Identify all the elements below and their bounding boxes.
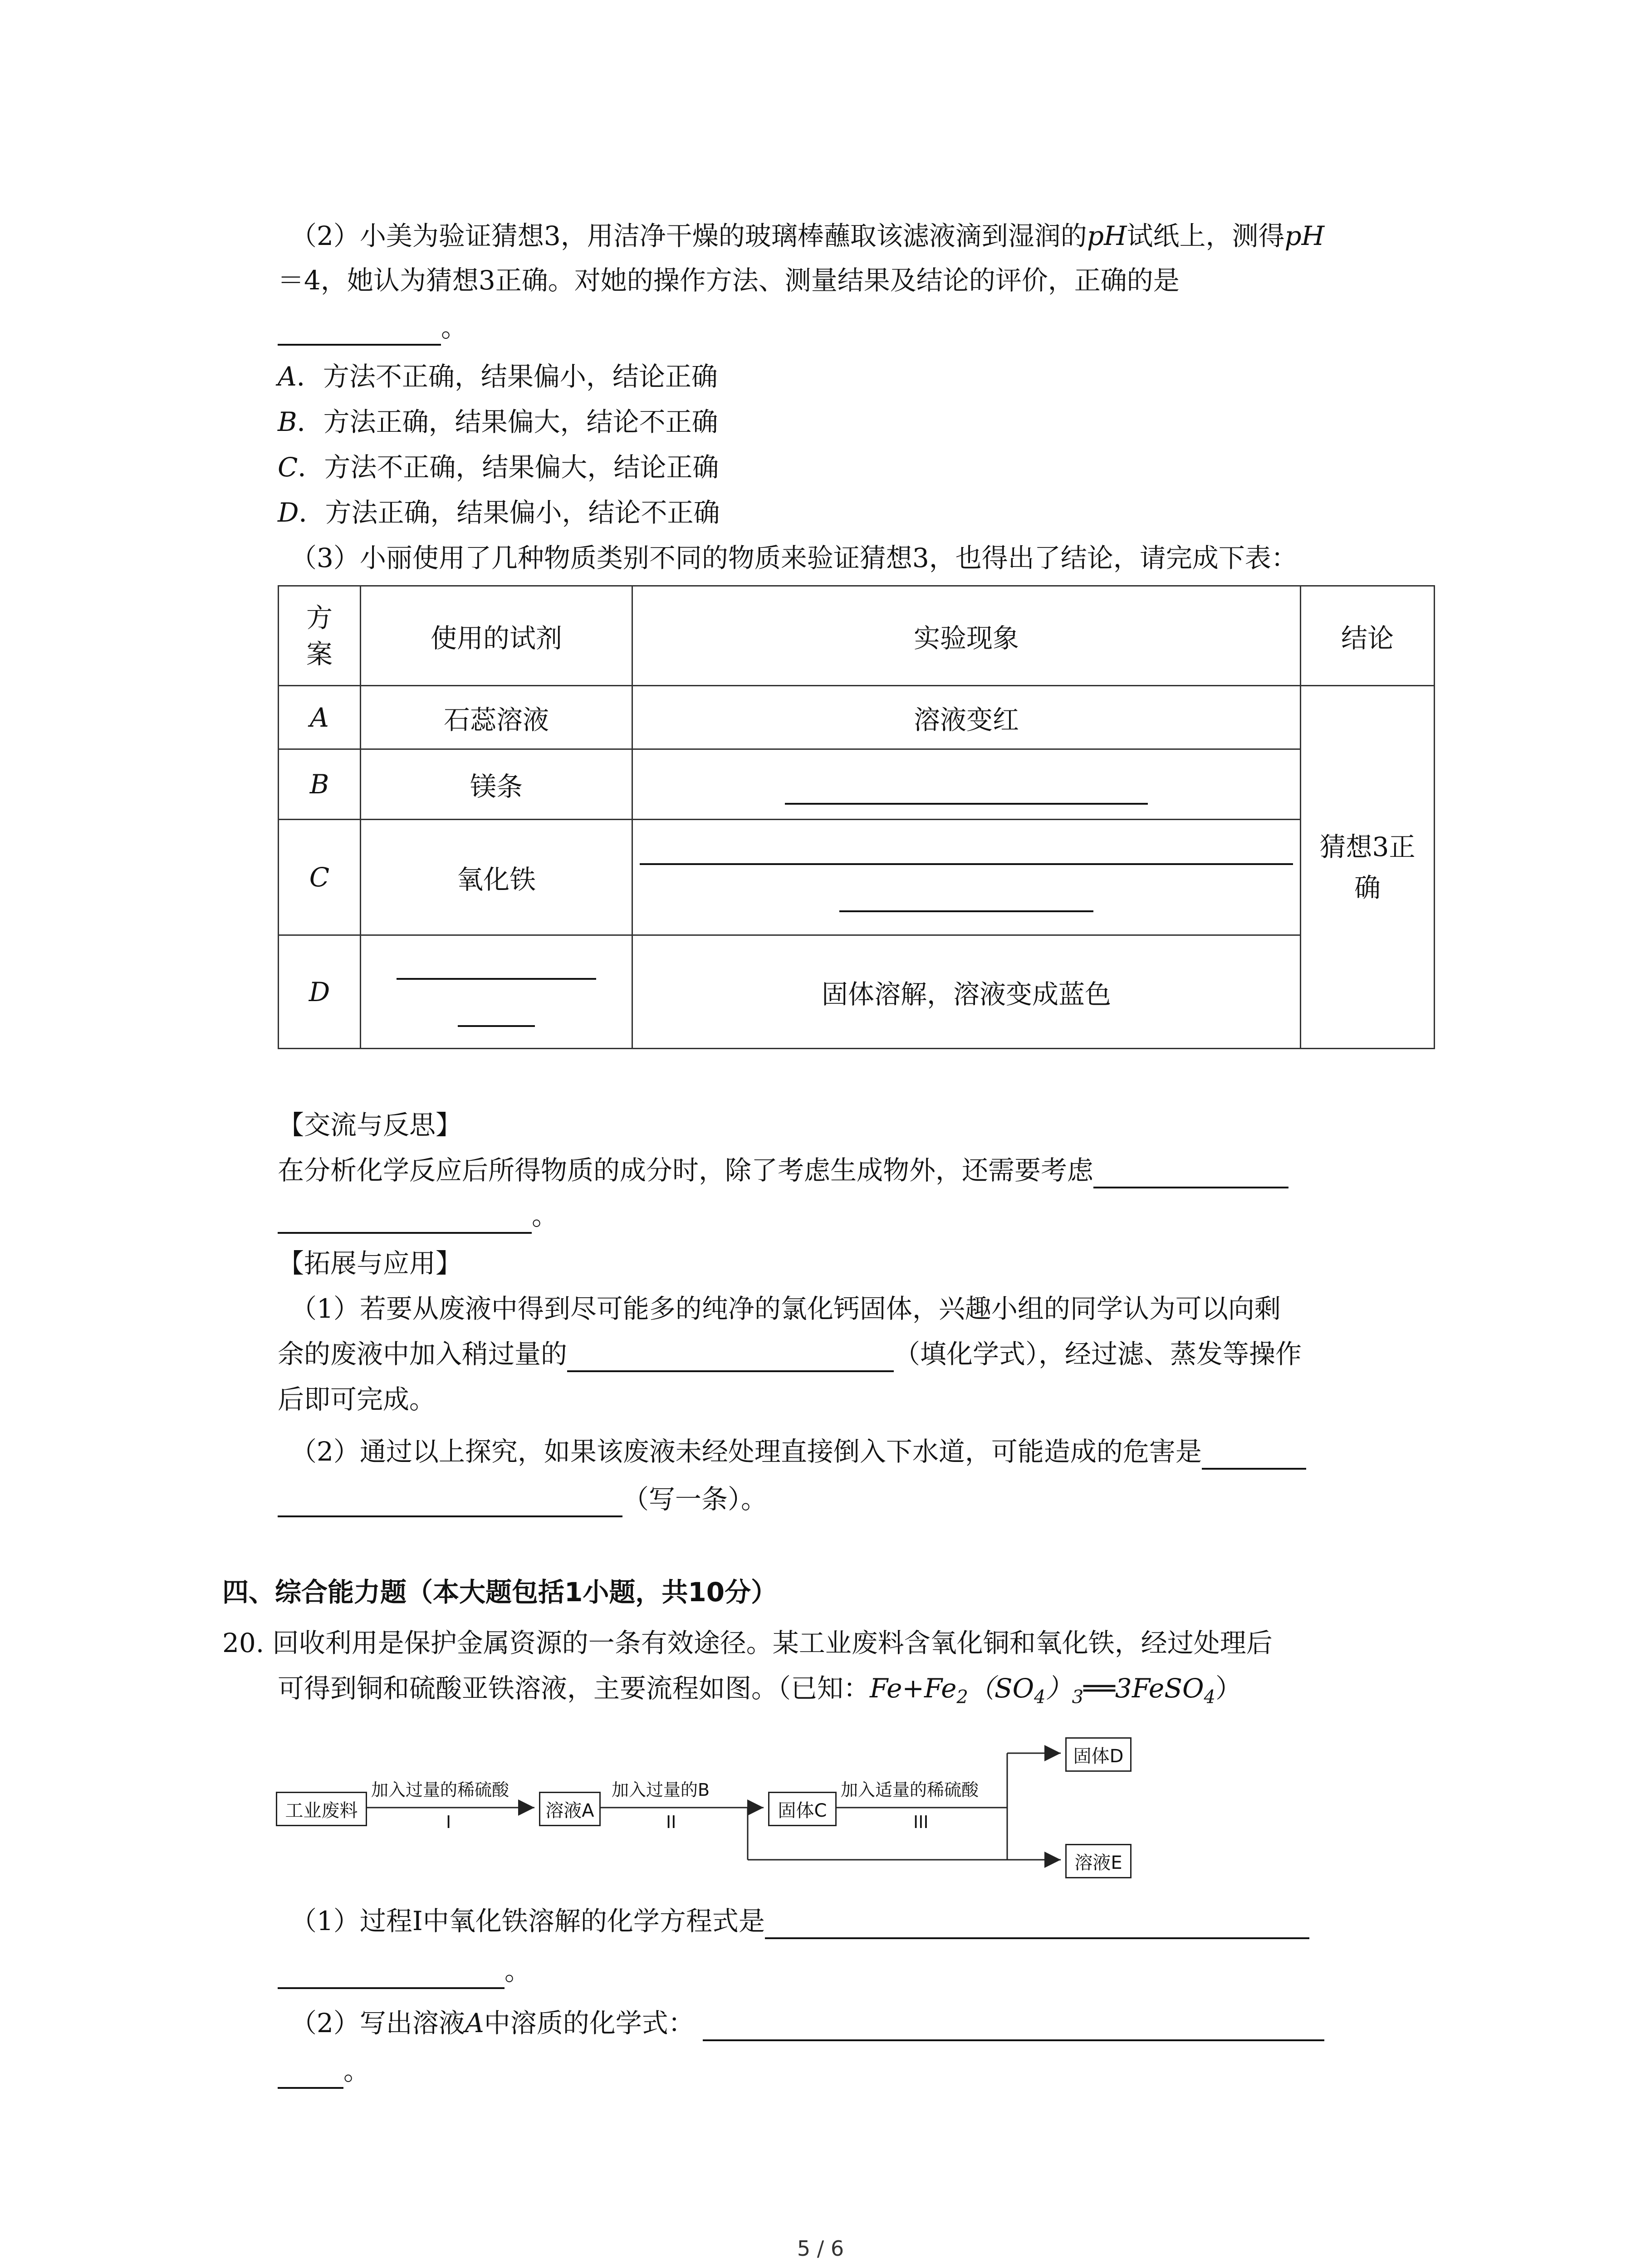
reagent-d-blank-2[interactable]	[458, 980, 535, 1027]
extension-p1-line1: （1）若要从废液中得到尽可能多的纯净的氯化钙固体，兴趣小组的同学认为可以向剩	[290, 1293, 1281, 1324]
solute-blank-1[interactable]	[703, 2012, 1324, 2041]
reflection-blank-2[interactable]	[278, 1205, 532, 1234]
option-a: A．方法不正确，结果偏小，结论正确	[278, 361, 718, 392]
flow-arrows	[276, 1733, 1161, 1869]
equation-blank-1[interactable]	[765, 1910, 1309, 1939]
box-solution-a: 溶液A	[539, 1792, 601, 1826]
header-reagent: 使用的试剂	[361, 586, 632, 686]
plan-a: A	[279, 686, 361, 749]
answer-blank[interactable]	[278, 317, 441, 346]
arrow1-label-bottom: I	[446, 1812, 451, 1832]
phenomenon-b	[632, 749, 1301, 820]
box-solid-d: 固体D	[1065, 1737, 1132, 1772]
q20-line1: 20. 回收利用是保护金属资源的一条有效途径。某工业废料含氧化铜和氧化铁，经过处理后	[222, 1628, 1273, 1658]
q19-2-line1: （2）小美为验证猜想3，用洁净干燥的玻璃棒蘸取该滤液滴到湿润的pH试纸上，测得pH	[290, 220, 1325, 251]
reagent-c: 氧化铁	[361, 820, 632, 935]
q20-1-line2: 。	[278, 1953, 531, 1989]
harm-blank-1[interactable]	[1202, 1441, 1306, 1470]
reagent-d	[361, 935, 632, 1049]
arrow3-label-bottom: III	[913, 1812, 929, 1832]
q20-2-line1: （2）写出溶液A中溶质的化学式：	[290, 2005, 1324, 2041]
reagent-a: 石蕊溶液	[361, 686, 632, 749]
phenomenon-c-blank-2[interactable]	[839, 865, 1093, 912]
arrow1-label-top: 加入过量的稀硫酸	[371, 1780, 509, 1800]
plan-d: D	[279, 935, 361, 1049]
extension-heading: 【拓展与应用】	[278, 1248, 462, 1279]
phenomenon-a: 溶液变红	[632, 686, 1301, 749]
harm-blank-2[interactable]	[278, 1488, 622, 1517]
phenomenon-d: 固体溶解，溶液变成蓝色	[632, 935, 1301, 1049]
reagent-b: 镁条	[361, 749, 632, 820]
reagent-d-blank-1[interactable]	[397, 951, 596, 980]
solute-blank-2[interactable]	[278, 2060, 343, 2089]
header-conclusion: 结论	[1301, 586, 1435, 686]
extension-p2-line2: （写一条）。	[278, 1481, 767, 1517]
extension-p1-line3: 后即可完成。	[278, 1384, 436, 1415]
page-number: 5 / 6	[797, 2236, 844, 2261]
box-solid-c: 固体C	[768, 1792, 837, 1826]
section4-title: 四、综合能力题（本大题包括1小题，共10分）	[222, 1577, 778, 1608]
arrow3-label-top: 加入适量的稀硫酸	[841, 1780, 979, 1800]
plan-c: C	[279, 820, 361, 935]
header-phenomenon: 实验现象	[632, 586, 1301, 686]
arrow2-label-top: 加入过量的B	[612, 1780, 710, 1800]
conclusion-cell: 猜想3正确	[1301, 686, 1435, 1049]
reflection-heading: 【交流与反思】	[278, 1110, 462, 1140]
option-d: D．方法正确，结果偏小，结论不正确	[278, 497, 720, 528]
phenomenon-c	[632, 820, 1301, 935]
phenomenon-b-blank[interactable]	[785, 758, 1148, 805]
extension-p1-line2: 余的废液中加入稍过量的 （填化学式），经过滤、蒸发等操作	[278, 1336, 1302, 1372]
option-b: B．方法正确，结果偏大，结论不正确	[278, 406, 718, 437]
box-industrial-waste: 工业废料	[276, 1792, 367, 1826]
arrow2-label-bottom: II	[666, 1812, 676, 1832]
reflection-line2: 。	[278, 1198, 558, 1234]
q20-line2: 可得到铜和硫酸亚铁溶液，主要流程如图。（已知：$Fe+Fe_2(SO_4)_3══3FeSO_4$）	[278, 1673, 1242, 1708]
reflection-text: 在分析化学反应后所得物质的成分时，除了考虑生成物外，还需要考虑	[278, 1152, 1288, 1188]
q19-3-intro: （3）小丽使用了几种物质类别不同的物质来验证猜想3，也得出了结论，请完成下表：	[290, 543, 1298, 573]
plan-b: B	[279, 749, 361, 820]
header-plan: 方案	[279, 586, 361, 686]
q20-1-line1: （1）过程Ⅰ中氧化铁溶解的化学方程式是	[290, 1903, 1309, 1939]
reflection-blank-1[interactable]	[1093, 1159, 1288, 1188]
phenomenon-c-blank-1[interactable]	[640, 836, 1293, 865]
q19-2-line2: ＝4，她认为猜想3正确。对她的操作方法、测量结果及结论的评价，正确的是	[278, 265, 1180, 296]
experiment-table	[278, 585, 1435, 1049]
q20-2-line2: 。	[278, 2053, 370, 2089]
extension-p2-line1: （2）通过以上探究，如果该废液未经处理直接倒入下水道，可能造成的危害是	[290, 1433, 1306, 1470]
option-c: C．方法不正确，结果偏大，结论正确	[278, 452, 719, 483]
q19-2-line3: 。	[278, 309, 467, 346]
box-solution-e: 溶液E	[1065, 1844, 1132, 1878]
formula-blank[interactable]	[567, 1343, 894, 1372]
equation-blank-2[interactable]	[278, 1960, 505, 1989]
